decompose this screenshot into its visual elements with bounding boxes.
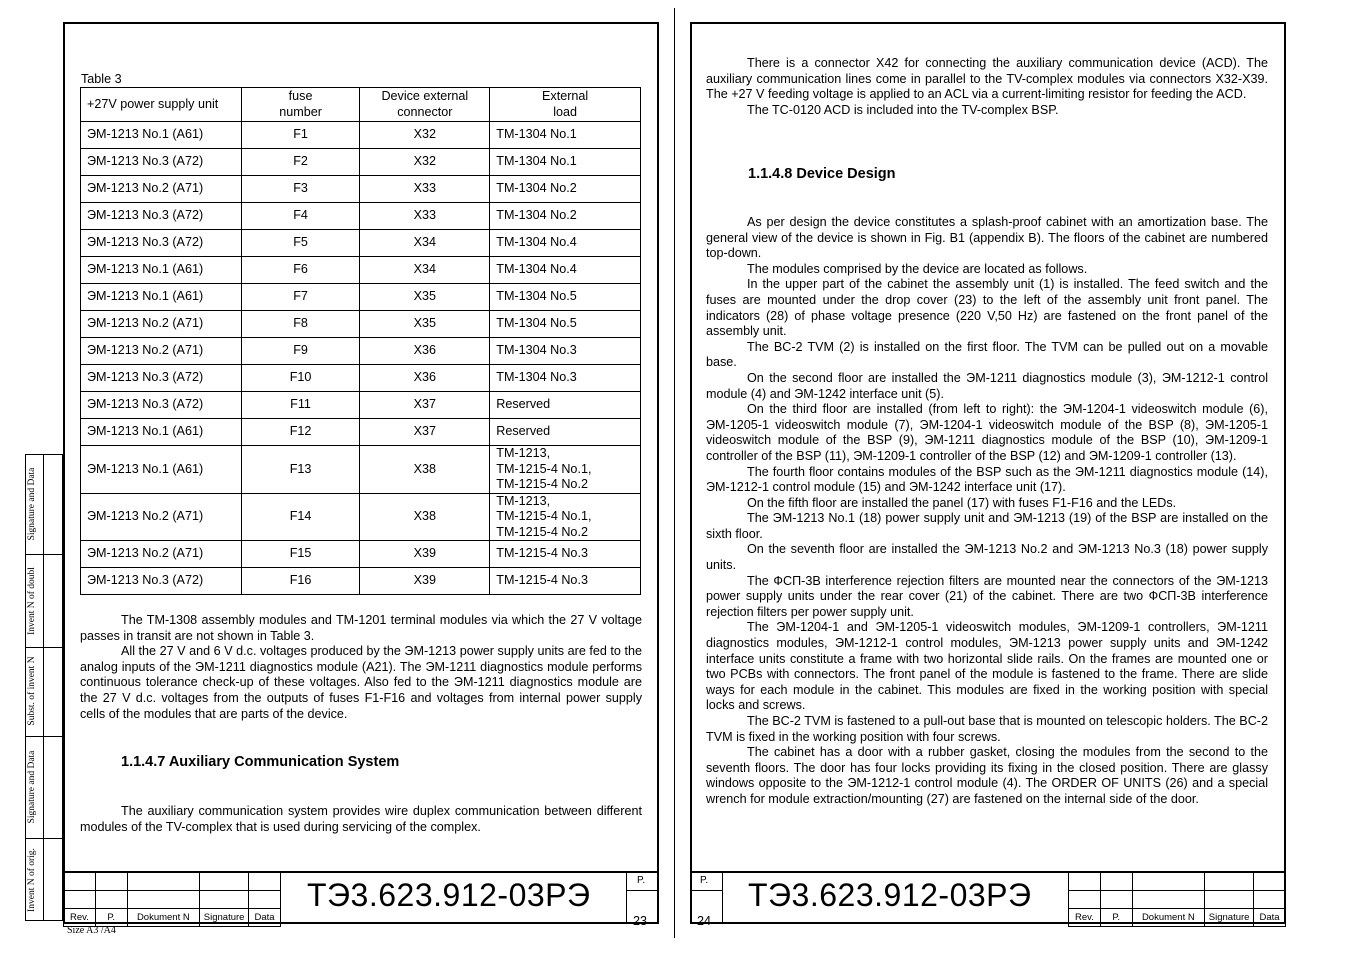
left-document-number: ТЭ3.623.912-03РЭ bbox=[307, 877, 591, 913]
table-cell: F6 bbox=[241, 257, 360, 284]
side-label-invent-orig: Invent N of orig. bbox=[27, 848, 37, 912]
table-row bbox=[81, 311, 641, 338]
table-cell: F11 bbox=[241, 392, 360, 419]
table-cell: TM-1304 No.5 bbox=[490, 284, 641, 311]
table-cell: Reserved bbox=[490, 419, 641, 446]
side-label-subst-invent: Subst. of invent N bbox=[27, 656, 37, 726]
table-cell: ЭМ-1213 No.1 (A61) bbox=[81, 257, 242, 284]
stamp-label: P. bbox=[95, 909, 127, 927]
table-row bbox=[81, 257, 641, 284]
table-cell: TM-1304 No.2 bbox=[490, 176, 641, 203]
table-cell: X38 bbox=[360, 446, 490, 494]
table-cell: F9 bbox=[241, 338, 360, 365]
paragraph: In the upper part of the cabinet the assembly unit (1) is installed. The feed switch and the fuses are mounted under the drop cover (23) to the left of the assembly unit front panel. The indicators (28) of phase voltage presence (220 V,50 Hz) are fastened on the front panel of the assembly unit. bbox=[706, 277, 1268, 339]
table-cell: F14 bbox=[241, 493, 360, 541]
table-cell: ЭМ-1213 No.1 (A61) bbox=[81, 446, 242, 494]
table-cell: TM-1304 No.2 bbox=[490, 203, 641, 230]
paragraph: The ЭМ-1204-1 and ЭМ-1205-1 videoswitch modules, ЭМ-1209-1 controllers, ЭМ-1211 diagnostics modules, ЭМ-1212-1 control modules, ЭМ-1213 power supply units and ЭМ-1242 interface units constitute a frame with two horizontal slide rails. On the frames are mounted one or two PCBs with connectors. The front panel of the module is fastened to the frame. There are slide ways for each module in the cabinet. This modules are fixed in the working position with special locks and screws. bbox=[706, 620, 1268, 713]
table-cell: X35 bbox=[360, 311, 490, 338]
table-cell: TM-1304 No.4 bbox=[490, 257, 641, 284]
side-label-signature-data-1: Signature and Data bbox=[27, 467, 37, 541]
table-cell: F8 bbox=[241, 311, 360, 338]
paragraph: The cabinet has a door with a rubber gasket, closing the modules from the second to the seventh floors. The door has four locks providing its fixing in the closed position. There are glassy windows opposite to the ЭМ-1212-1 control module (4). The ORDER OF UNITS (26) and a special wrench for module extraction/mounting (27) are fastened on the internal side of the door. bbox=[706, 745, 1268, 806]
table-row bbox=[81, 122, 641, 149]
left-paragraph-2 bbox=[80, 804, 642, 835]
table-row bbox=[81, 365, 641, 392]
paragraph: As per design the device constitutes a splash-proof cabinet with an amortization base. The general view of the device is shown in Fig. B1 (appendix B). The floors of the cabinet are numbered top-down. bbox=[706, 215, 1268, 261]
stamp-label: Signature bbox=[200, 909, 249, 927]
table-cell: ЭМ-1213 No.2 (A71) bbox=[81, 541, 242, 568]
table-cell: X38 bbox=[360, 493, 490, 541]
table-cell: TM-1213, TM-1215-4 No.1, TM-1215-4 No.2 bbox=[490, 493, 641, 541]
table-cell: ЭМ-1213 No.3 (A72) bbox=[81, 365, 242, 392]
table-cell: ЭМ-1213 No.1 (A61) bbox=[81, 122, 242, 149]
table-cell: ЭМ-1213 No.3 (A72) bbox=[81, 568, 242, 595]
table-cell: TM-1215-4 No.3 bbox=[490, 541, 641, 568]
table-cell: X33 bbox=[360, 176, 490, 203]
table-header-cell: +27V power supply unit bbox=[81, 88, 242, 122]
table-cell: ЭМ-1213 No.1 (A61) bbox=[81, 419, 242, 446]
right-page-label: P. bbox=[700, 875, 709, 886]
table-cell: F4 bbox=[241, 203, 360, 230]
paragraph: There is a connector X42 for connecting the auxiliary communication device (ACD). The auxiliary communication lines come in parallel to the TV-complex modules via connectors X32-X39. The +27 V feeding voltage is applied to an ACL via a current-limiting resistor for feeding the ACD. bbox=[706, 56, 1268, 102]
table-cell: ЭМ-1213 No.3 (A72) bbox=[81, 203, 242, 230]
left-paragraph-1 bbox=[80, 613, 642, 722]
fuse-table bbox=[80, 87, 641, 595]
paragraph: All the 27 V and 6 V d.c. voltages produced by the ЭМ-1213 power supply units are fed to the analog inputs of the ЭМ-1211 diagnostics module (A21). The ЭМ-1211 diagnostics module performs continuous tolerance check-up of these voltages. Also fed to the ЭМ-1211 diagnostics module are the 27 V d.c. voltages from the outputs of fuses F1-F16 and voltages from internal power supply cells of the modules that are parts of the device. bbox=[80, 644, 642, 721]
table-cell: ЭМ-1213 No.2 (A71) bbox=[81, 176, 242, 203]
table-cell: TM-1304 No.1 bbox=[490, 122, 641, 149]
table-header-cell: External load bbox=[490, 88, 641, 122]
paragraph: The auxiliary communication system provides wire duplex communication between different modules of the TV-complex that is used during servicing of the complex. bbox=[80, 804, 642, 834]
table-cell: ЭМ-1213 No.3 (A72) bbox=[81, 149, 242, 176]
table-caption: Table 3 bbox=[81, 72, 122, 86]
table-cell: F7 bbox=[241, 284, 360, 311]
table-cell: X32 bbox=[360, 149, 490, 176]
table-cell: F16 bbox=[241, 568, 360, 595]
table-cell: ЭМ-1213 No.3 (A72) bbox=[81, 392, 242, 419]
stamp-label: Dokument N bbox=[1132, 909, 1205, 927]
table-cell: X34 bbox=[360, 230, 490, 257]
table-cell: TM-1213, TM-1215-4 No.1, TM-1215-4 No.2 bbox=[490, 446, 641, 494]
paragraph: The TM-1308 assembly modules and TM-1201 terminal modules via which the 27 V voltage passes in transit are not shown in Table 3. bbox=[80, 613, 642, 643]
section-heading-1147: 1.1.4.7 Auxiliary Communication System bbox=[121, 754, 400, 770]
table-row bbox=[81, 446, 641, 494]
side-label-invent-doubl: Invent N of doubl bbox=[27, 567, 37, 635]
paragraph: The BC-2 TVM (2) is installed on the first floor. The TVM can be pulled out on a movable base. bbox=[706, 339, 1268, 370]
table-cell: TM-1304 No.1 bbox=[490, 149, 641, 176]
left-page-number: 23 bbox=[633, 914, 648, 928]
table-header-cell: fuse number bbox=[241, 88, 360, 122]
table-row bbox=[81, 176, 641, 203]
paragraph: The ФСП-3В interference rejection filters are mounted near the connectors of the ЭМ-1213 power supply units under the rear cover (21) of the cabinet. There are two ФСП-3В interference rejection filters per power supply unit. bbox=[706, 573, 1268, 619]
paragraph: The BC-2 TVM is fastened to a pull-out base that is mounted on telescopic holders. The BC-2 TVM is fixed in the working position with four screws. bbox=[706, 714, 1268, 744]
table-cell: Reserved bbox=[490, 392, 641, 419]
table-row bbox=[81, 149, 641, 176]
side-label-signature-data-2: Signature and Data bbox=[27, 750, 37, 824]
table-cell: F13 bbox=[241, 446, 360, 494]
table-row bbox=[81, 230, 641, 257]
table-cell: ЭМ-1213 No.2 (A71) bbox=[81, 311, 242, 338]
table-cell: X32 bbox=[360, 122, 490, 149]
stamp-label: Data bbox=[1254, 909, 1286, 927]
paragraph: On the seventh floor are installed the ЭМ-1213 No.2 and ЭМ-1213 No.3 (18) power supply units. bbox=[706, 542, 1268, 573]
table-cell: X39 bbox=[360, 541, 490, 568]
table-cell: TM-1304 No.3 bbox=[490, 365, 641, 392]
size-label: Size A3 /A4 bbox=[67, 925, 116, 936]
stamp-label: Rev. bbox=[64, 909, 96, 927]
right-paragraph-1 bbox=[706, 56, 1268, 118]
table-cell: TM-1215-4 No.3 bbox=[490, 568, 641, 595]
table-cell: X37 bbox=[360, 419, 490, 446]
stamp-label: P. bbox=[1100, 909, 1132, 927]
paragraph: The ЭМ-1213 No.1 (18) power supply unit and ЭМ-1213 (19) of the BSP are installed on the sixth floor. bbox=[706, 511, 1268, 541]
table-row bbox=[81, 203, 641, 230]
table-row bbox=[81, 568, 641, 595]
section-heading-1148: 1.1.4.8 Device Design bbox=[748, 166, 896, 182]
table-cell: X37 bbox=[360, 392, 490, 419]
table-cell: TM-1304 No.5 bbox=[490, 311, 641, 338]
stamp-label: Signature bbox=[1205, 909, 1254, 927]
table-cell: ЭМ-1213 No.3 (A72) bbox=[81, 230, 242, 257]
table-cell: TM-1304 No.3 bbox=[490, 338, 641, 365]
paragraph: On the third floor are installed (from left to right): the ЭМ-1204-1 videoswitch module (6), ЭМ-1205-1 videoswitch module (7), ЭМ-1204-1 videoswitch module of the BSP (8), ЭМ-1205-1 videoswitch module of the BSP (9), ЭМ-1211 diagnostics module of the BSP (10), ЭМ-1209-1 controller of the BSP (11), ЭМ-1209-1 controller of the BSP (12) and ЭМ-1209-1 controller (13). bbox=[706, 402, 1268, 463]
table-row bbox=[81, 392, 641, 419]
table-cell: X36 bbox=[360, 365, 490, 392]
table-cell: F2 bbox=[241, 149, 360, 176]
right-document-number: ТЭ3.623.912-03РЭ bbox=[748, 877, 1032, 913]
table-row bbox=[81, 338, 641, 365]
table-row bbox=[81, 419, 641, 446]
stamp-label: Data bbox=[249, 909, 281, 927]
table-cell: X39 bbox=[360, 568, 490, 595]
paragraph: The fourth floor contains modules of the BSP such as the ЭМ-1211 diagnostics module (14), ЭМ-1212-1 control module (15) and ЭМ-1242 interface unit (17). bbox=[706, 464, 1268, 495]
paragraph: The modules comprised by the device are located as follows. bbox=[747, 261, 1088, 276]
right-paragraph-2 bbox=[706, 215, 1268, 808]
table-header-cell: Device external connector bbox=[360, 88, 490, 122]
table-row bbox=[81, 541, 641, 568]
table-cell: X35 bbox=[360, 284, 490, 311]
table-cell: F5 bbox=[241, 230, 360, 257]
table-cell: F1 bbox=[241, 122, 360, 149]
table-cell: X36 bbox=[360, 338, 490, 365]
table-row bbox=[81, 493, 641, 541]
table-cell: F12 bbox=[241, 419, 360, 446]
table-cell: X34 bbox=[360, 257, 490, 284]
table-cell: ЭМ-1213 No.2 (A71) bbox=[81, 338, 242, 365]
paragraph: On the fifth floor are installed the panel (17) with fuses F1-F16 and the LEDs. bbox=[747, 495, 1177, 510]
right-page-number: 24 bbox=[697, 914, 712, 928]
table-cell: F15 bbox=[241, 541, 360, 568]
table-cell: TM-1304 No.4 bbox=[490, 230, 641, 257]
table-cell: X33 bbox=[360, 203, 490, 230]
table-row bbox=[81, 284, 641, 311]
table-cell: F10 bbox=[241, 365, 360, 392]
table-cell: ЭМ-1213 No.1 (A61) bbox=[81, 284, 242, 311]
center-divider bbox=[674, 8, 675, 938]
table-header-row bbox=[81, 88, 641, 122]
table-cell: F3 bbox=[241, 176, 360, 203]
table-cell: ЭМ-1213 No.2 (A71) bbox=[81, 493, 242, 541]
paragraph: On the second floor are installed the ЭМ-1211 diagnostics module (3), ЭМ-1212-1 control module (4) and ЭМ-1242 interface unit (5). bbox=[706, 370, 1268, 401]
paragraph: The TC-0120 ACD is included into the TV-complex BSP. bbox=[747, 102, 1059, 117]
left-page-label: P. bbox=[637, 875, 646, 886]
stamp-label: Rev. bbox=[1069, 909, 1101, 927]
stamp-label: Dokument N bbox=[127, 909, 200, 927]
